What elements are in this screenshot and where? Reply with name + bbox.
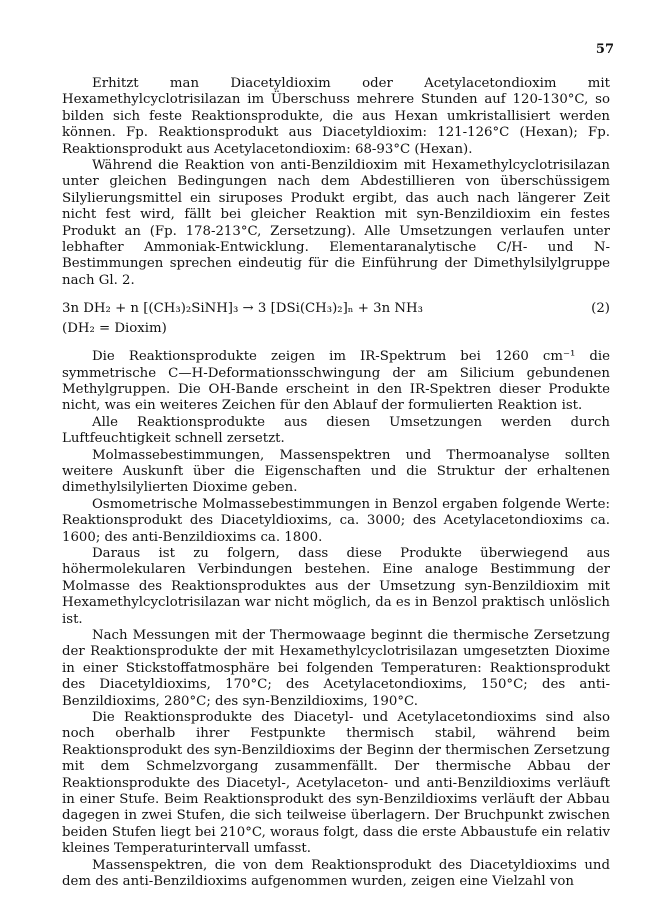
- paragraph: Während die Reaktion von anti-Benzildioxim mit Hexamethylcyclotrisilazan unter gleichen Bedingungen nach dem Abdestillieren von überschüssigem Silylierungsmittel ein siruposes Produkt ergibt, das auch nach längerer Zeit nicht fest wird, fällt bei gleicher Reaktion mit syn-Benzildioxim ein festes Produkt an (Fp. 178-213°C, Zersetzung). Alle Umsetzungen verlaufen unter lebhafter Ammoniak-Entwicklung. Elementaranalytische C/H- und N-Bestimmungen sprechen eindeutig für die Einführung der Dimethylsilylgruppe nach Gl. 2.: [62, 158, 610, 288]
- paragraph: Die Reaktionsprodukte zeigen im IR-Spektrum bei 1260 cm⁻¹ die symmetrische C—H-Deformationsschwingung der am Silicium gebundenen Methylgruppen. Die OH-Bande erscheint in den IR-Spektren dieser Produkte nicht, was ein weiteres Zeichen für den Ablauf der formulierten Reaktion ist.: [62, 349, 610, 414]
- body-text: [62, 76, 610, 891]
- equation: [62, 301, 610, 317]
- paragraph: Alle Reaktionsprodukte aus diesen Umsetzungen werden durch Luftfeuchtigkeit schnell zersetzt.: [62, 414, 610, 447]
- paragraph: Erhitzt man Diacetyldioxim oder Acetylacetondioxim mit Hexamethylcyclotrisilazan im Überschuss mehrere Stunden auf 120-130°C, so bilden sich feste Reaktionsprodukte, die aus Hexan umkristallisiert werden können. Fp. Reaktionsprodukt aus Diacetyldioxim: 121-126°C (Hexan); Fp. Reaktionsprodukt aus Acetylacetondioxim: 68-93°C (Hexan).: [62, 76, 610, 157]
- equation-note: (DH₂ = Dioxim): [62, 320, 167, 336]
- paragraph: Molmassebestimmungen, Massenspektren und Thermoanalyse sollten weitere Auskunft über die Eigenschaften und die Struktur der erhaltenen dimethylsilylierten Dioxime geben.: [62, 447, 610, 496]
- paragraph: Osmometrische Molmassebestimmungen in Benzol ergaben folgende Werte: Reaktionsprodukt des Diacetyldioxims, ca. 3000; des Acetylacetondioxims ca. 1600; des anti-Benzildioxims ca. 1800.: [62, 496, 610, 545]
- paragraph: Massenspektren, die von dem Reaktionsprodukt des Diacetyldioxims und dem des anti-Benzildioxims aufgenommen wurden, zeigen eine Vielzahl von: [62, 857, 610, 890]
- equation-number: (2): [591, 301, 610, 317]
- paragraph: Nach Messungen mit der Thermowaage beginnt die thermische Zersetzung der Reaktionsprodukte der mit Hexamethylcyclotrisilazan umgesetzten Dioxime in einer Stickstoffatmosphäre bei folgenden Temperaturen: Reaktionsprodukt des Diacetyldioxims, 170°C; des Acetylacetondioxims, 150°C; des anti-Benzildioxims, 280°C; des syn-Benzildioxims, 190°C.: [62, 628, 610, 709]
- paragraph: Die Reaktionsprodukte des Diacetyl- und Acetylacetondioxims sind also noch oberhalb ihrer Festpunkte thermisch stabil, während beim Reaktionsprodukt des syn-Benzildioxims der Beginn der thermischen Zersetzung mit dem Schmelzvorgang zusammenfällt. Der thermische Abbau der Reaktionsprodukte des Diacetyl-, Acetylaceton- und anti-Benzildioxims verläuft in einer Stufe. Beim Reaktionsprodukt des syn-Benzildioxims verläuft der Abbau dagegen in zwei Stufen, die sich teilweise überlagern. Der Bruchpunkt zwischen beiden Stufen liegt bei 210°C, woraus folgt, dass die erste Abbaustufe ein relativ kleines Temperaturintervall umfasst.: [62, 710, 610, 857]
- equation-formula: 3n DH₂ + n [(CH₃)₂SiNH]₃ → 3 [DSi(CH₃)₂]ₙ + 3n NH₃: [62, 301, 423, 317]
- paragraph: Daraus ist zu folgern, dass diese Produkte überwiegend aus höhermolekularen Verbindungen bestehen. Eine analoge Bestimmung der Molmasse des Reaktionsproduktes aus der Umsetzung syn-Benzildioxim mit Hexamethylcyclotrisilazan war nicht möglich, da es in Benzol praktisch unlöslich ist.: [62, 545, 610, 627]
- page-number: 57: [595, 42, 614, 57]
